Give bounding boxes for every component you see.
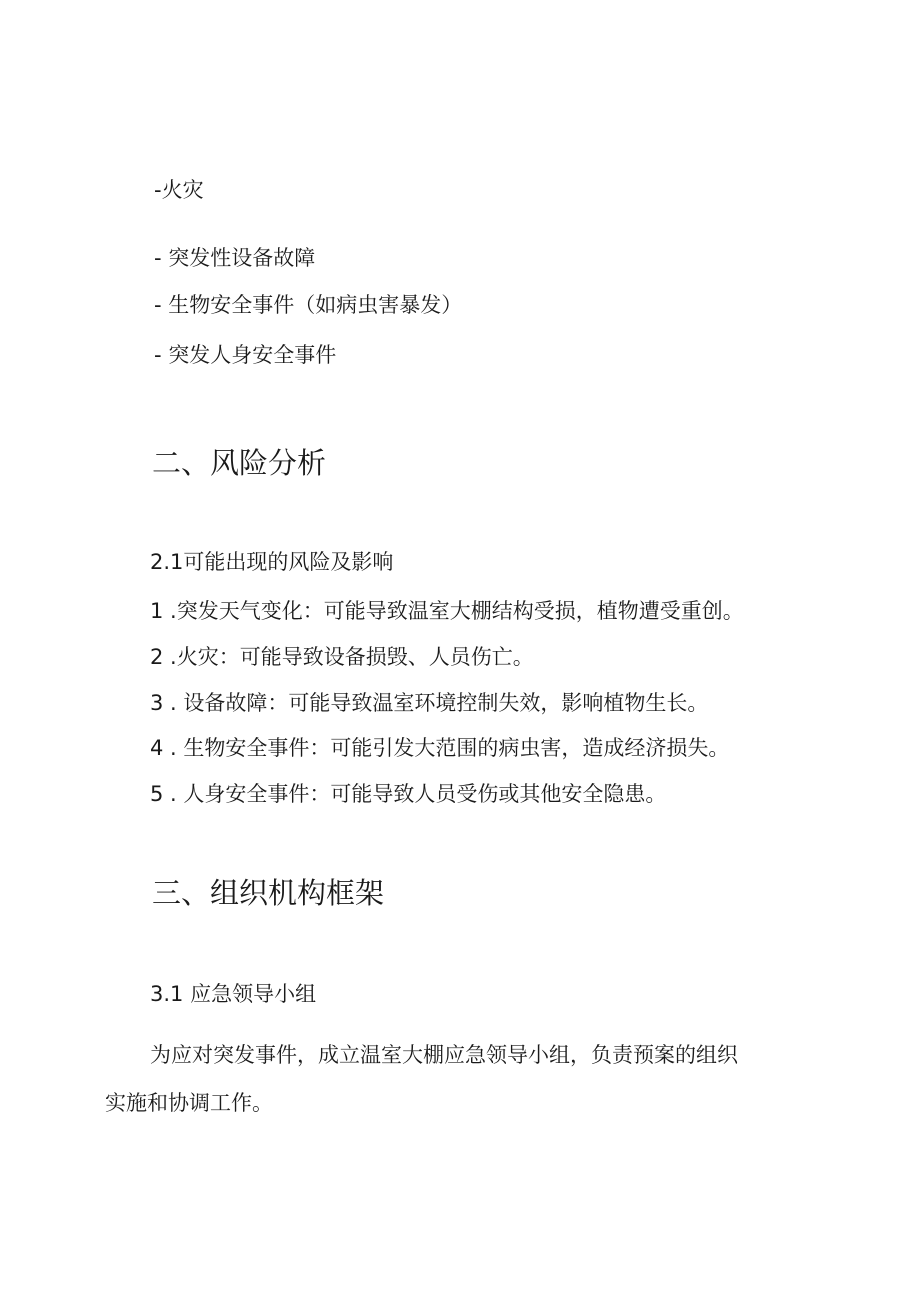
risk-item: 2 .火灾：可能导致设备损毁、人员伤亡。: [150, 645, 534, 669]
paragraph-line: 实施和协调工作。: [105, 1091, 273, 1115]
bullet-item: -火灾: [154, 178, 204, 202]
subsection-heading: 3.1 应急领导小组: [150, 982, 317, 1006]
risk-item: 3 . 设备故障：可能导致温室环境控制失效，影响植物生长。: [150, 691, 709, 715]
risk-item: 1 .突发天气变化：可能导致温室大棚结构受损，植物遭受重创。: [150, 599, 744, 623]
section-heading-org-structure: 三、组织机构框架: [152, 876, 385, 910]
subsection-heading: 2.1可能出现的风险及影响: [150, 550, 394, 574]
bullet-item: - 生物安全事件（如病虫害暴发）: [154, 293, 463, 317]
bullet-item: - 突发人身安全事件: [154, 343, 337, 367]
section-heading-risk-analysis: 二、风险分析: [152, 446, 327, 480]
risk-item: 5 . 人身安全事件：可能导致人员受伤或其他安全隐患。: [150, 782, 667, 806]
bullet-item: - 突发性设备故障: [154, 246, 316, 270]
paragraph-line: 为应对突发事件，成立温室大棚应急领导小组，负责预案的组织: [150, 1043, 738, 1067]
risk-item: 4 . 生物安全事件：可能引发大范围的病虫害，造成经济损失。: [150, 736, 730, 760]
